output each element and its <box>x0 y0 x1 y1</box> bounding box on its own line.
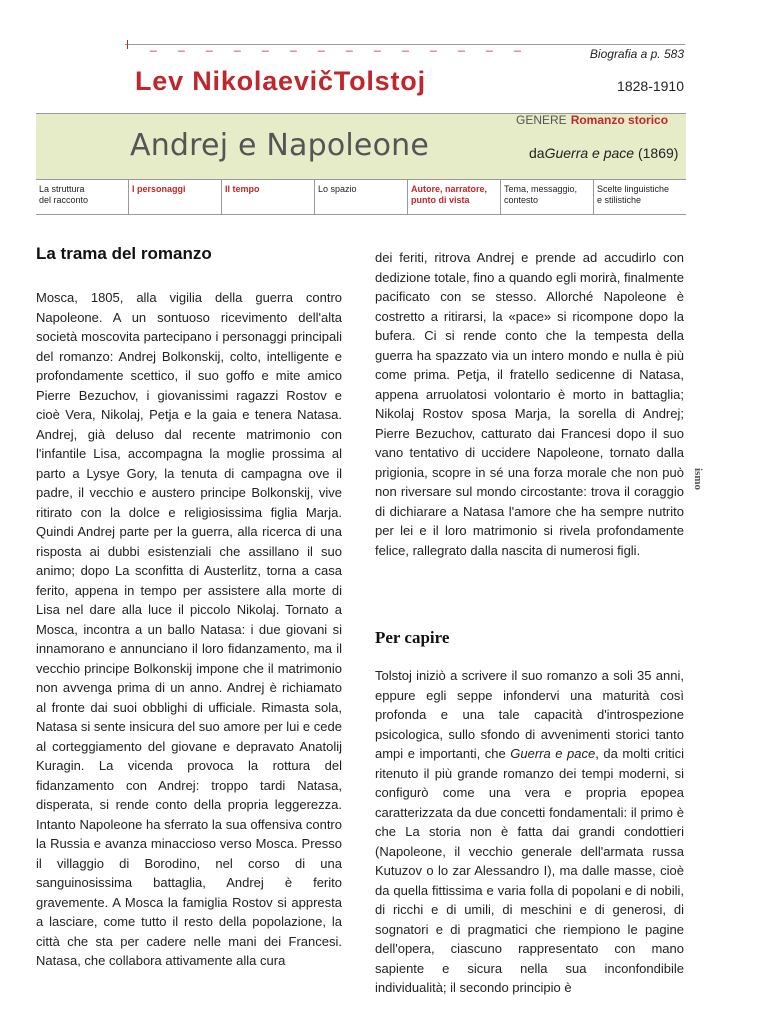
biography-reference: Biografia a p. 583 <box>589 47 684 61</box>
genre-label <box>516 113 668 127</box>
nav-spazio[interactable]: Lo spazio <box>314 180 407 214</box>
nav-autore[interactable]: Autore, narratore, punto di vista <box>407 180 500 214</box>
source-prefix: da <box>529 145 545 161</box>
top-dashes: _ _ _ _ _ _ _ _ _ _ _ _ _ _ <box>150 38 530 52</box>
source-year: (1869) <box>637 145 679 161</box>
top-tick <box>127 40 128 49</box>
section-heading-per-capire: Per capire <box>375 628 450 647</box>
per-capire-italic: Guerra e pace <box>510 746 596 761</box>
nav-personaggi[interactable]: I personaggi <box>128 180 221 214</box>
nav-tema[interactable]: Tema, messaggio, contesto <box>500 180 593 214</box>
nav-scelte[interactable]: Scelte linguistiche e stilistiche <box>593 180 686 214</box>
trama-text-right: dei feriti, ritrova Andrej e prende ad accudirlo con dedizione totale, fino a quando egli morirà, finalmente pacificato con se stesso. Allorché Napoleone è costretto a ritirarsi, la «pace» si ricompone dopo la bufera. Ci si rende conto che la tempesta della guerra ha spazzato via un intero mondo e nulla è più come prima. Petja, il fratello sedicenne di Natasa, appena arruolatosi volontario è morto in battaglia; Nikolaj Rostov sposa Marja, la sorella di Andrej; Pierre Bezuchov, catturato dai Francesi dopo il suo vano tentativo di uccidere Napoleone, tornato dalla prigionia, scopre in sé una forza morale che non può non riversare sul mondo circostante: trova il coraggio di dichiarare a Natasa l'amore che ha sempre nutrito per lei e il loro matrimonio si rivela profondamente felice, rallegrato dalla nascita di numerosi figli. <box>375 250 684 558</box>
nav-struttura[interactable]: La struttura del racconto <box>39 184 89 205</box>
per-capire-text-a: Tolstoj iniziò a scrivere il suo romanzo a soli 35 anni, eppure egli seppe infondervi una maturità così profonda e una tale capacità d'introspezione psicologica, sullo sfondo di avvenimenti storici tanto ampi e importanti, che <box>375 668 684 761</box>
side-tab: ismo <box>692 468 704 490</box>
per-capire-text-b: , da molti critici ritenuto il più grande romanzo dei tempi moderni, si configurò come una vera e propria epopea caratterizzata da due concetti fondamentali: il primo è che La storia non è fatta dai grandi condottieri (Napoleone, il vecchio generale dell'armata russa Kutuzov o lo zar Alessandro I), ma dalle masse, cioè da quella fittissima e varia folla di popolani e di nobili, di ricchi e di umili, di meschini e di generosi, di sognatori e di pragmatici che riempiono le pagine dell'opera, ciascuno rappresentato con mano sapiente e sicura nella sua inconfondibile individualità; il secondo principio è <box>375 746 684 995</box>
nav-tempo[interactable]: Il tempo <box>221 180 314 214</box>
source-line <box>529 145 678 161</box>
source-work: Guerra e pace <box>544 145 635 161</box>
per-capire-text <box>375 666 684 998</box>
section-heading-trama: La trama del romanzo <box>36 244 212 263</box>
genre-value: Romanzo storico <box>570 113 669 127</box>
analysis-nav <box>36 180 686 215</box>
genre-label-text: GENERE <box>516 113 567 127</box>
work-title: Andrej e Napoleone <box>130 128 430 163</box>
trama-text-left: Mosca, 1805, alla vigilia della guerra contro Napoleone. A un sontuoso ricevimento dell'alta società moscovita partecipano i personaggi principali del romanzo: Andrej Bolkonskij, colto, intelligente e profondamente scettico, il suo goffo e mite amico Pierre Bezuchov, i giovanissimi ragazzi Rostov e cioè Vera, Nikolaj, Petja e la gaia e tenera Natasa. Andrej, già deluso dal recente matrimonio con l'infantile Lisa, accompagna la moglie prossima al parto a Lysye Gory, la tenuta di campagna ove il padre, il vecchio e austero principe Bolkonskij, vive ritirato con la dolce e religiosissima figlia Marja. Quindi Andrej parte per la guerra, alla ricerca di una risposta ai dubbi esistenziali che assillano il suo animo; dopo La sconfitta di Austerlitz, torna a casa ferito, appena in tempo per assistere alla morte di Lisa nel dare alla luce il piccolo Nikolaj. Tornato a Mosca, incontra a un ballo Natasa: i due giovani si innamorano e annunciano il loro fidanzamento, ma il vecchio principe Bolkonskij impone che il matrimonio non avvenga prima di un anno. Andrej è richiamato al fronte dai suoi obblighi di ufficiale. Rimasta sola, Natasa si sente insicura del suo amore per lui e cede al corteggiamento del giovane e depravato Anatolij Kuragin. La vicenda provoca la rottura del fidanzamento con Andrej: troppo tardi Natasa, disperata, si rende conto della propria leggerezza. Intanto Napoleone ha sferrato la sua offensiva contro la Russia e avanza minaccioso verso Mosca. Presso il villaggio di Borodino, nel corso di una sanguinosissima battaglia, Andrej è ferito gravemente. A Mosca la famiglia Rostov si appresta a lasciare, come tutto il resto della popolazione, la città che sta per cadere nelle mani dei Francesi. Natasa, che collabora attivamente alla cura <box>36 290 342 968</box>
author-name: Lev NikolaevičTolstoj <box>135 66 426 96</box>
author-dates: 1828-1910 <box>617 78 684 94</box>
